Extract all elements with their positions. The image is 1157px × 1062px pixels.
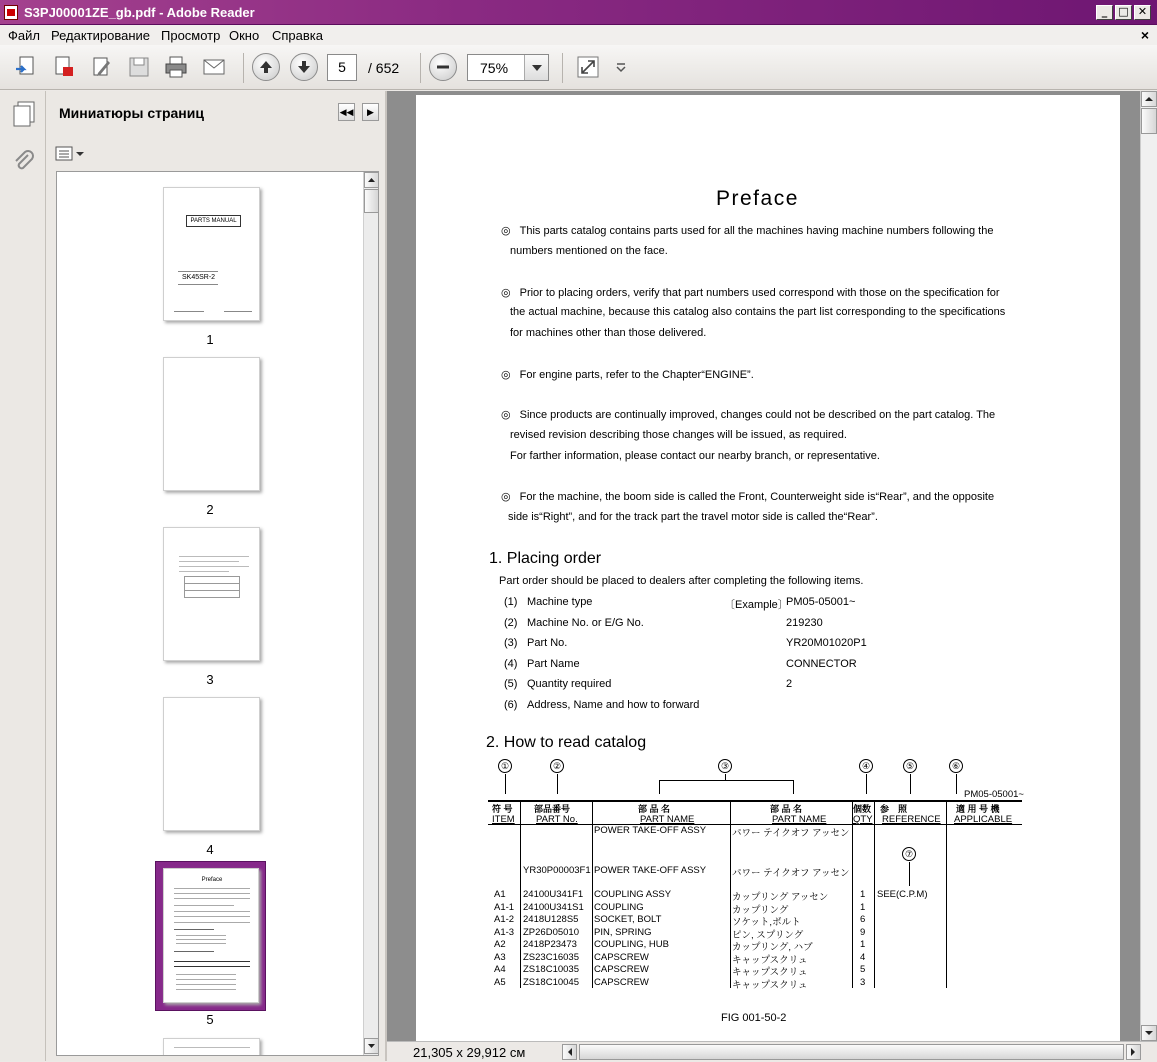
order-item-number: (3) <box>504 637 518 650</box>
table-header-en: ITEM <box>492 814 515 825</box>
attachment-icon[interactable] <box>12 149 36 175</box>
expand-panel-button[interactable]: ▶ <box>362 103 379 121</box>
table-cell-name-jp: ピン, スプリング <box>732 930 804 941</box>
table-cell-item: A1-1 <box>494 902 515 913</box>
previous-page-button[interactable] <box>252 53 280 81</box>
navigation-pane <box>0 91 46 1061</box>
menu-window[interactable]: Окно <box>229 28 260 43</box>
section-heading: 1. Placing order <box>489 550 602 567</box>
callout-arrow <box>505 774 506 794</box>
thumbnail-page-4[interactable] <box>163 697 260 831</box>
table-cell-qty: 1 <box>860 902 866 913</box>
table-cell-name-en: CAPSCREW <box>594 964 649 975</box>
bullet-paragraph: ◎ For engine parts, refer to the Chapter“ENGINE”. <box>501 368 754 381</box>
table-column-rule <box>946 800 947 988</box>
callout-arrow <box>793 780 794 794</box>
table-cell-name-jp: パワー テイクオフ アッセン <box>732 828 850 839</box>
thumbnail-label: 4 <box>206 842 214 857</box>
thumbnail-label: 1 <box>206 332 214 347</box>
order-item-value: PM05-05001~ <box>786 596 856 608</box>
example-label: 〔Example〕 <box>724 599 789 611</box>
table-cell-item: A5 <box>494 977 506 988</box>
bullet-paragraph: ◎ Prior to placing orders, verify that part numbers used correspond with those on the specification for <box>501 286 1000 299</box>
scroll-up-arrow[interactable] <box>1141 91 1157 107</box>
table-cell-qty: 1 <box>860 939 866 950</box>
order-item-value: YR20M01020P1 <box>786 637 867 650</box>
callout-arrow <box>557 774 558 794</box>
order-item-value: 219230 <box>786 616 823 629</box>
scroll-up-arrow[interactable] <box>364 172 379 188</box>
callout-marker: ⑤ <box>903 759 917 773</box>
table-cell-item: A1-2 <box>494 914 515 925</box>
table-cell-part-no: ZS18C10035 <box>523 964 579 975</box>
table-cell-item: A1 <box>494 889 506 900</box>
create-pdf-icon[interactable] <box>51 54 77 80</box>
table-column-rule <box>592 800 593 988</box>
table-header-en: QTY <box>853 814 873 825</box>
thumb-preface-title: Preface <box>201 877 223 883</box>
table-header-en: REFERENCE <box>882 814 941 825</box>
email-icon[interactable] <box>201 54 227 80</box>
thumbnail-label: 2 <box>206 502 214 517</box>
table-cell-reference: SEE(C.P.M) <box>877 889 928 900</box>
order-item-label: Part Name <box>527 657 580 670</box>
table-cell-part-no: 24100U341S1 <box>523 902 584 913</box>
bullet-mark: ◎ <box>501 408 511 421</box>
table-header-en: PART NAME <box>640 814 695 825</box>
callout-marker: ⑦ <box>902 847 916 861</box>
thumbnail-label: 3 <box>206 672 214 687</box>
menu-edit[interactable]: Редактирование <box>51 28 151 43</box>
order-item-value: 2 <box>786 678 793 691</box>
toolbar-separator <box>420 53 421 83</box>
table-cell-qty: 6 <box>860 914 866 925</box>
table-column-rule <box>852 800 853 988</box>
table-cell-name-en: SOCKET, BOLT <box>594 914 662 925</box>
table-header-en: PART No. <box>536 814 578 825</box>
table-cell-name-jp: カップリング アッセン <box>732 892 829 903</box>
save-icon[interactable] <box>126 54 152 80</box>
order-item-value: CONNECTOR <box>786 657 857 670</box>
table-cell-item: A2 <box>494 939 506 950</box>
table-cell-part-no: ZS18C10045 <box>523 977 579 988</box>
table-cell-part-no: ZP26D05010 <box>523 927 579 938</box>
table-cell-name-jp: カップリング, ハブ <box>732 942 813 953</box>
table-cell-name-jp: パワー テイクオフ アッセン <box>732 868 850 879</box>
table-cell-qty: 4 <box>860 952 866 963</box>
order-item-number: (1) <box>504 596 518 608</box>
chevron-down-icon[interactable] <box>524 55 548 80</box>
table-header-jp: 部品番号 <box>534 804 571 814</box>
open-icon[interactable] <box>13 54 39 80</box>
toolbar-separator <box>562 53 563 83</box>
order-item-number: (2) <box>504 616 518 629</box>
paragraph-line: For farther information, please contact our nearby branch, or representative. <box>510 450 880 462</box>
minimize-button[interactable]: _ <box>1096 5 1113 20</box>
bullet-paragraph: ◎ Since products are continually improved, changes could not be described on the part catalog. The <box>501 408 996 421</box>
horizontal-scroll-thumb[interactable] <box>579 1044 1124 1060</box>
thumbnail-page-1[interactable] <box>163 187 260 321</box>
zoom-out-button[interactable] <box>429 53 457 81</box>
table-cell-part-no: ZS23C16035 <box>523 952 579 963</box>
menu-help[interactable]: Справка <box>272 28 323 43</box>
print-icon[interactable] <box>163 54 189 80</box>
thumbnail-label: 5 <box>206 1012 214 1027</box>
callout-marker: ⑥ <box>949 759 963 773</box>
customize-toolbar-icon[interactable] <box>608 54 634 80</box>
edit-icon[interactable] <box>89 54 115 80</box>
section-intro: Part order should be placed to dealers after completing the following items. <box>499 575 864 587</box>
page-thumbnails-icon[interactable] <box>12 101 36 127</box>
order-item-number: (5) <box>504 678 518 691</box>
thumb-parts-manual-label: PARTS MANUAL <box>186 215 241 227</box>
callout-arrow <box>659 780 660 794</box>
title-bar <box>0 0 1157 25</box>
menu-bar <box>0 25 1157 45</box>
callout-arrow <box>909 862 910 886</box>
table-cell-name-en: COUPLING <box>594 902 644 913</box>
callout-arrow <box>910 774 911 794</box>
table-cell-part-no: YR30P00003F1 <box>523 865 591 876</box>
paragraph-line: numbers mentioned on the face. <box>510 245 668 257</box>
table-cell-name-en: CAPSCREW <box>594 977 649 988</box>
table-header-jp: 部 品 名 <box>638 804 671 814</box>
scroll-down-arrow[interactable] <box>1141 1025 1157 1041</box>
table-cell-name-jp: カップリング <box>732 905 789 916</box>
table-header-en: PART NAME <box>772 814 827 825</box>
table-column-rule <box>520 800 521 988</box>
thumb-model-label: SK45SR-2 <box>182 274 216 281</box>
table-cell-name-jp: キャップスクリュ <box>732 967 808 978</box>
scroll-left-arrow[interactable] <box>562 1044 577 1060</box>
table-header-jp: 参 照 <box>880 804 908 814</box>
scroll-down-arrow[interactable] <box>364 1038 379 1054</box>
order-item-label: Part No. <box>527 637 568 650</box>
zoom-value: 75% <box>480 60 509 76</box>
paragraph-line: the actual machine, because this catalog also contains the part list corresponding to the specifications <box>510 306 1006 318</box>
scroll-right-arrow[interactable] <box>1126 1044 1141 1060</box>
order-item-label: Quantity required <box>527 678 612 691</box>
table-header-en: APPLICABLE <box>954 814 1013 825</box>
maximize-button[interactable]: □ <box>1115 5 1132 20</box>
table-cell-part-no: 24100U341F1 <box>523 889 584 900</box>
thumbnail-page-3[interactable] <box>163 527 260 661</box>
menu-file[interactable]: Файл <box>8 28 40 43</box>
table-cell-name-jp: ソケット,ボルト <box>732 917 801 928</box>
document-view[interactable] <box>387 91 1140 1041</box>
page-number-input[interactable]: 5 <box>327 54 357 81</box>
callout-arrow <box>866 774 867 794</box>
bullet-mark: ◎ <box>501 224 511 237</box>
applicable-range: PM05-05001~ <box>964 789 1024 800</box>
toolbar-separator <box>243 53 244 83</box>
thumbnail-page-6[interactable] <box>163 1038 260 1056</box>
pdf-page <box>416 95 1120 1041</box>
table-cell-name-en: PIN, SPRING <box>594 927 652 938</box>
table-cell-item: A4 <box>494 964 506 975</box>
order-item-number: (6) <box>504 699 518 711</box>
table-header-jp: 部 品 名 <box>770 804 803 814</box>
window-title: S3PJ00001ZE_gb.pdf - Adobe Reader <box>24 5 255 20</box>
table-cell-qty: 5 <box>860 964 866 975</box>
thumbnail-page-5[interactable] <box>163 868 259 1003</box>
thumbnail-scrollbar[interactable] <box>363 172 379 1055</box>
table-cell-qty: 9 <box>860 927 866 938</box>
bullet-paragraph: ◎ For the machine, the boom side is called the Front, Counterweight side is“Rear”, and the opposite <box>501 490 995 503</box>
table-cell-name-en: POWER TAKE-OFF ASSY <box>594 865 707 876</box>
table-cell-name-jp: キャップスクリュ <box>732 955 808 966</box>
fit-page-icon[interactable] <box>575 54 601 80</box>
table-cell-part-no: 2418U128S5 <box>523 914 579 925</box>
bullet-mark: ◎ <box>501 490 511 503</box>
callout-bracket <box>659 780 793 781</box>
table-cell-item: A3 <box>494 952 506 963</box>
table-header-jp: 符 号 <box>492 804 513 814</box>
table-cell-name-jp: キャップスクリュ <box>732 980 808 991</box>
close-document-icon[interactable]: × <box>1140 27 1149 43</box>
document-vertical-scrollbar[interactable] <box>1140 91 1157 1041</box>
page-size-label: 21,305 x 29,912 см <box>413 1045 526 1060</box>
table-cell-name-en: COUPLING, HUB <box>594 939 669 950</box>
callout-marker: ③ <box>718 759 732 773</box>
thumbnails-title: Миниатюры страниц <box>59 105 204 121</box>
section-heading: 2. How to read catalog <box>486 734 647 751</box>
table-cell-item: A1-3 <box>494 927 515 938</box>
menu-view[interactable]: Просмотр <box>161 28 221 43</box>
close-button[interactable]: ✕ <box>1134 5 1151 20</box>
paragraph-line: side is“Right”, and for the track part the travel motor side is called the“Rear”. <box>508 511 878 523</box>
page-title: Preface <box>716 187 799 210</box>
table-column-rule <box>730 800 731 988</box>
callout-marker: ④ <box>859 759 873 773</box>
order-item-label: Address, Name and how to forward <box>527 699 700 711</box>
order-item-label: Machine type <box>527 596 593 608</box>
table-cell-name-en: POWER TAKE-OFF ASSY <box>594 825 707 836</box>
toolbar <box>0 45 1157 90</box>
zoom-select[interactable] <box>467 54 549 81</box>
paragraph-line: for machines other than those delivered. <box>510 327 707 339</box>
scroll-thumb[interactable] <box>364 189 379 213</box>
callout-arrow <box>956 774 957 794</box>
bullet-mark: ◎ <box>501 368 511 381</box>
table-cell-qty: 3 <box>860 977 866 988</box>
bullet-paragraph: ◎ This parts catalog contains parts used for all the machines having machine numbers following the <box>501 224 994 237</box>
thumbnail-list[interactable] <box>56 171 379 1056</box>
thumbnails-panel <box>46 91 385 1061</box>
callout-marker: ② <box>550 759 564 773</box>
thumbnail-options-icon[interactable] <box>55 146 85 162</box>
table-cell-name-en: CAPSCREW <box>594 952 649 963</box>
adobe-reader-icon <box>4 5 18 20</box>
paragraph-line: revised revision describing those changes will be issued, as required. <box>510 429 847 441</box>
table-header-jp: 適 用 号 機 <box>956 804 1000 814</box>
table-cell-part-no: 2418P23473 <box>523 939 577 950</box>
page-count: / 652 <box>368 60 400 76</box>
status-bar <box>387 1041 1157 1061</box>
next-page-button[interactable] <box>290 53 318 81</box>
table-column-rule <box>874 800 875 988</box>
collapse-panel-button[interactable]: ◀◀ <box>338 103 355 121</box>
table-cell-name-en: COUPLING ASSY <box>594 889 672 900</box>
figure-caption: FIG 001-50-2 <box>721 1012 787 1024</box>
table-header-jp: 個数 <box>853 804 872 814</box>
table-cell-qty: 1 <box>860 889 866 900</box>
callout-marker: ① <box>498 759 512 773</box>
order-item-label: Machine No. or E/G No. <box>527 616 644 629</box>
order-item-number: (4) <box>504 657 518 670</box>
scroll-thumb[interactable] <box>1141 108 1157 134</box>
thumbnail-page-2[interactable] <box>163 357 260 491</box>
bullet-mark: ◎ <box>501 286 511 299</box>
